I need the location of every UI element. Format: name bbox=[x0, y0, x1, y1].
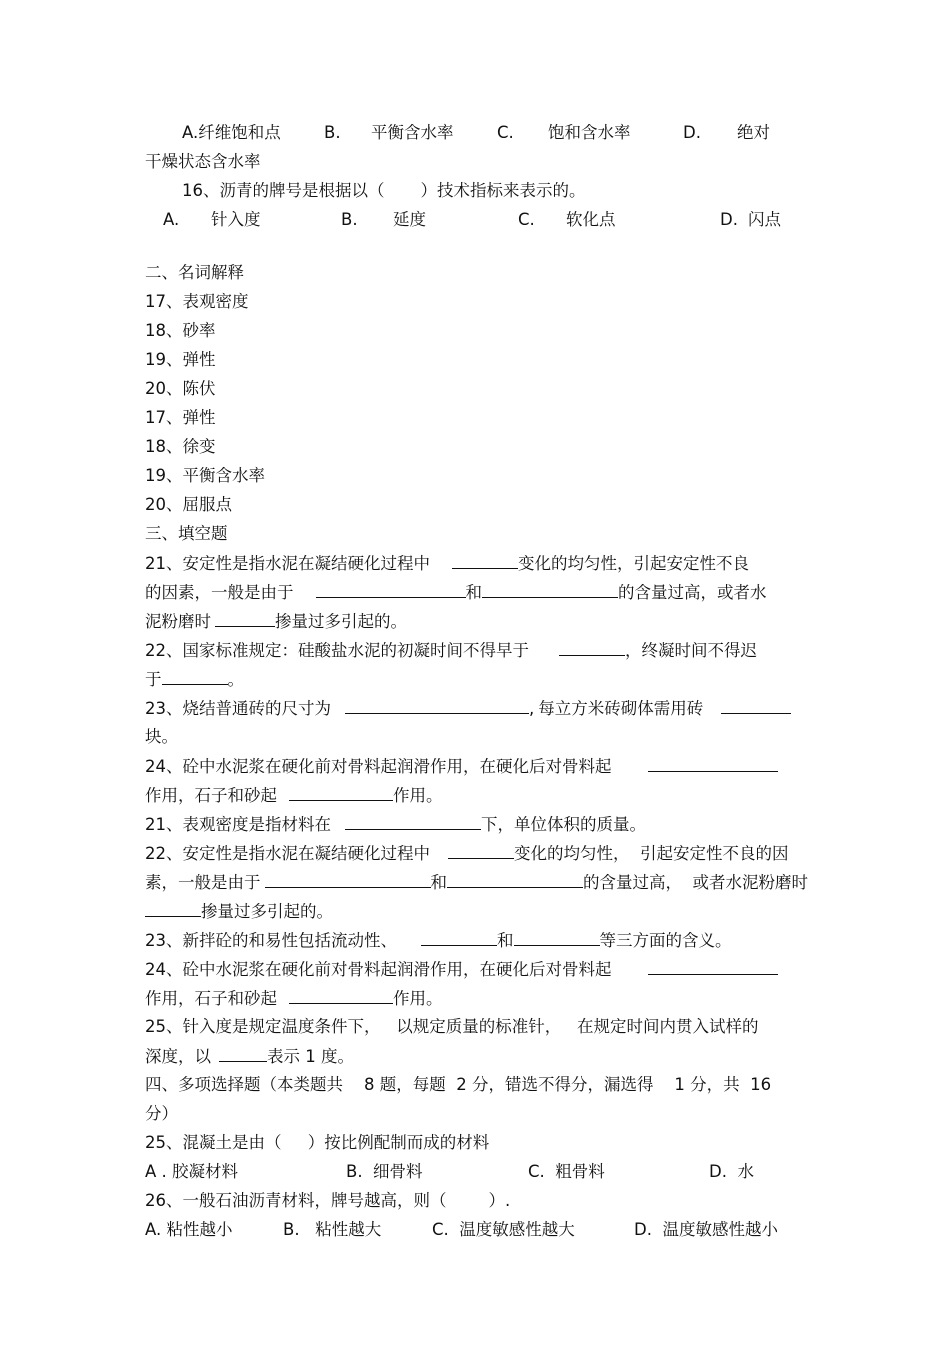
blank bbox=[452, 553, 518, 569]
blank bbox=[289, 785, 393, 801]
mc-q26-option-a: A. 粘性越小 bbox=[145, 1220, 233, 1239]
blank bbox=[514, 930, 600, 946]
q22b-line1: 22、安定性是指水泥在凝结硬化过程中 变化的均匀性， 引起安定性不良的因 bbox=[145, 844, 789, 863]
q22a-line1: 22、国家标准规定：硅酸盐水泥的初凝时间不得早于 ，终凝时间不得迟 bbox=[145, 641, 757, 660]
q16-option-b-letter: B. bbox=[341, 210, 358, 229]
mc-q26-option-c: C. 温度敏感性越大 bbox=[432, 1220, 575, 1239]
q24a-line2: 作用，石子和砂起 作用。 bbox=[145, 786, 443, 805]
blank bbox=[316, 582, 466, 598]
q24b-line2: 作用，石子和砂起 作用。 bbox=[145, 989, 443, 1008]
term-item: 20、屈服点 bbox=[145, 495, 232, 514]
q22a-line2: 于 。 bbox=[145, 670, 244, 689]
q21a-line1: 21、安定性是指水泥在凝结硬化过程中 变化的均匀性，引起安定性不良 bbox=[145, 554, 749, 573]
blank bbox=[345, 814, 481, 830]
term-item: 19、弹性 bbox=[145, 350, 216, 369]
mc-q25-stem: 25、混凝土是由（ ）按比例配制而成的材料 bbox=[145, 1133, 490, 1152]
blank bbox=[559, 640, 625, 656]
q22b-line2: 素，一般是由于 和 的含量过高， 或者水泥粉磨时 bbox=[145, 873, 808, 892]
q23a-line2: 块。 bbox=[145, 727, 178, 746]
blank bbox=[482, 582, 618, 598]
q24b-line1: 24、砼中水泥浆在硬化前对骨料起润滑作用，在硬化后对骨料起 bbox=[145, 959, 778, 980]
q21a-line3: 泥粉磨时 掺量过多引起的。 bbox=[145, 612, 407, 631]
term-item: 17、弹性 bbox=[145, 408, 216, 427]
q16-option-d-text: 闪点 bbox=[748, 210, 781, 229]
q15-option-d-letter: D. bbox=[683, 123, 701, 142]
section4-title: 四、多项选择题（本类题共 8 题，每题 2 分，错选不得分，漏选得 1 分，共 16 bbox=[145, 1075, 772, 1094]
mc-q25-option-c: C. 粗骨料 bbox=[528, 1162, 605, 1181]
blank bbox=[215, 611, 275, 627]
mc-q26-option-d: D. 温度敏感性越小 bbox=[634, 1220, 778, 1239]
term-item: 19、平衡含水率 bbox=[145, 466, 265, 485]
q15-option-c-letter: C. bbox=[497, 123, 514, 142]
q15-option-b-letter: B. bbox=[324, 123, 341, 142]
q16-stem: 16、沥青的牌号是根据以（ ）技术指标来表示的。 bbox=[182, 181, 586, 200]
q25-line1: 25、针入度是规定温度条件下， 以规定质量的标准针， 在规定时间内贯入试样的 bbox=[145, 1017, 759, 1036]
q21a-line2: 的因素，一般是由于 和 的含量过高，或者水 bbox=[145, 583, 767, 602]
blank bbox=[219, 1046, 267, 1062]
term-item: 17、表观密度 bbox=[145, 292, 249, 311]
q15-option-a: A.纤维饱和点 bbox=[182, 123, 281, 142]
q15-option-d-continued: 干燥状态含水率 bbox=[145, 152, 261, 171]
q22b-line3: 掺量过多引起的。 bbox=[145, 901, 333, 922]
blank bbox=[289, 988, 393, 1004]
q15-option-c-text: 饱和含水率 bbox=[548, 123, 631, 142]
blank bbox=[162, 669, 228, 685]
blank bbox=[447, 872, 583, 888]
term-item: 18、徐变 bbox=[145, 437, 216, 456]
term-item: 18、砂率 bbox=[145, 321, 216, 340]
term-item: 20、陈伏 bbox=[145, 379, 216, 398]
q21b-line1: 21、表观密度是指材料在 下，单位体积的质量。 bbox=[145, 815, 646, 834]
q23b-line1: 23、新拌砼的和易性包括流动性、 和 等三方面的含义。 bbox=[145, 931, 732, 950]
q24a-line1: 24、砼中水泥浆在硬化前对骨料起润滑作用，在硬化后对骨料起 bbox=[145, 756, 778, 777]
section2-title: 二、名词解释 bbox=[145, 263, 244, 282]
blank bbox=[648, 756, 778, 772]
blank bbox=[721, 698, 791, 714]
q16-option-c-letter: C. bbox=[518, 210, 535, 229]
q16-option-c-text: 软化点 bbox=[566, 210, 616, 229]
blank bbox=[421, 930, 497, 946]
q16-option-d-letter: D. bbox=[720, 210, 738, 229]
mc-q25-option-d: D. 水 bbox=[709, 1162, 754, 1181]
q16-option-a-letter: A. bbox=[163, 210, 180, 229]
section3-title: 三、填空题 bbox=[145, 524, 228, 543]
q16-option-a-text: 针入度 bbox=[211, 210, 261, 229]
q25-line2: 深度，以 表示 1 度。 bbox=[145, 1047, 354, 1066]
mc-q26-option-b: B. 粘性越大 bbox=[283, 1220, 382, 1239]
blank bbox=[448, 843, 514, 859]
q15-option-b-text: 平衡含水率 bbox=[371, 123, 454, 142]
q23a-line1: 23、烧结普通砖的尺寸为 , 每立方米砖砌体需用砖 bbox=[145, 698, 791, 719]
mc-q26-stem: 26、一般石油沥青材料，牌号越高，则（ ）. bbox=[145, 1191, 511, 1210]
q16-option-b-text: 延度 bbox=[393, 210, 426, 229]
q15-option-d-text: 绝对 bbox=[737, 123, 770, 142]
mc-q25-option-b: B. 细骨料 bbox=[346, 1162, 423, 1181]
section4-title-continued: 分） bbox=[145, 1104, 178, 1123]
blank bbox=[265, 872, 431, 888]
blank bbox=[345, 698, 529, 714]
mc-q25-option-a: A . 胶凝材料 bbox=[145, 1162, 239, 1181]
blank bbox=[648, 959, 778, 975]
blank bbox=[145, 901, 201, 917]
